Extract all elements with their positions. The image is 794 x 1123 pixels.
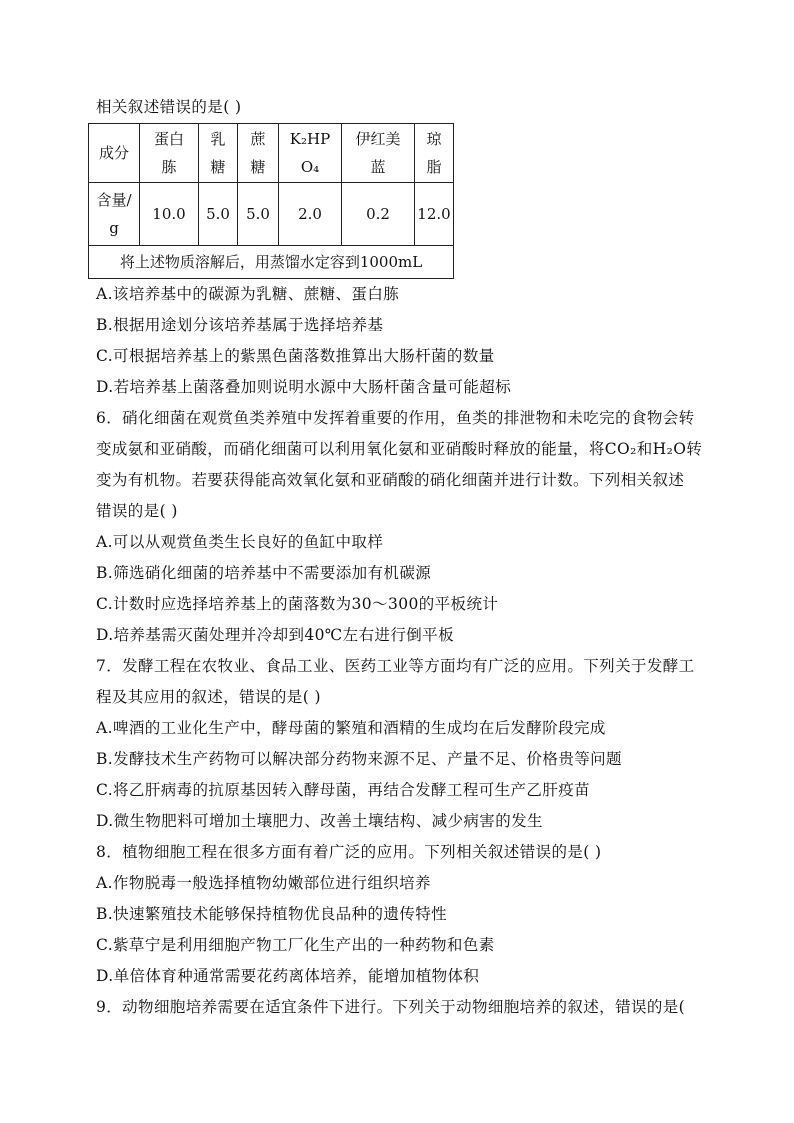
- q7-stem-line-1: 7．发酵工程在农牧业、食品工业、医药工业等方面均有广泛的应用。下列关于发酵工: [96, 657, 695, 675]
- header-text: 糖: [250, 158, 266, 176]
- q8-option-c: C.紫草宁是利用细胞产物工厂化生产出的一种药物和色素: [96, 936, 495, 954]
- q6-stem-line-2: 变成氨和亚硝酸，而硝化细菌可以利用氧化氨和亚硝酸时释放的能量，将CO₂和H₂O转: [96, 440, 703, 458]
- question5-intro: 相关叙述错误的是( ): [96, 98, 242, 116]
- q5-option-b: B.根据用途划分该培养基属于选择培养基: [96, 316, 384, 334]
- header-text: 成分: [98, 144, 129, 162]
- value-cell: 5.0: [238, 183, 279, 246]
- header-text: K₂HP: [289, 130, 331, 148]
- row-label-text: 含量/: [96, 191, 132, 209]
- header-text: 胨: [161, 158, 177, 176]
- header-text: 琼: [426, 130, 442, 148]
- table-note: 将上述物质溶解后，用蒸馏水定容到1000mL: [89, 246, 454, 279]
- culture-medium-table: [88, 123, 454, 279]
- q9-stem-line-1: 9．动物细胞培养需要在适宜条件下进行。下列关于动物细胞培养的叙述，错误的是(: [96, 998, 686, 1016]
- q6-stem-line-3: 变为有机物。若要获得能高效氧化氨和亚硝酸的硝化细菌并进行计数。下列相关叙述: [96, 471, 685, 489]
- q6-stem-line-4: 错误的是( ): [96, 502, 178, 520]
- header-cell-component: [89, 124, 140, 183]
- header-text: O₄: [300, 158, 320, 176]
- table-content-row: [89, 183, 454, 246]
- header-cell-k2hpo4: [279, 124, 342, 183]
- q7-option-c: C.将乙肝病毒的抗原基因转入酵母菌，再结合发酵工程可生产乙肝疫苗: [96, 781, 591, 799]
- header-cell-agar: [415, 124, 454, 183]
- value-cell: 5.0: [199, 183, 238, 246]
- q8-stem-line-1: 8．植物细胞工程在很多方面有着广泛的应用。下列相关叙述错误的是( ): [96, 843, 602, 861]
- q6-option-c: C.计数时应选择培养基上的菌落数为30～300的平板统计: [96, 595, 499, 613]
- header-cell-eosin-methylene-blue: [342, 124, 415, 183]
- table-header-row: [89, 124, 454, 183]
- q6-stem-line-1: 6．硝化细菌在观赏鱼类养殖中发挥着重要的作用，鱼类的排泄物和未吃完的食物会转: [96, 409, 695, 427]
- header-cell-peptone: [140, 124, 199, 183]
- table-note-row: [89, 246, 454, 279]
- row-label-text: g: [109, 219, 119, 237]
- value-cell: 0.2: [342, 183, 415, 246]
- header-text: 蓝: [370, 158, 386, 176]
- q5-option-a: A.该培养基中的碳源为乳糖、蔗糖、蛋白胨: [96, 285, 400, 303]
- header-cell-sucrose: [238, 124, 279, 183]
- header-text: 乳: [210, 130, 226, 148]
- value-cell: 10.0: [140, 183, 199, 246]
- header-text: 伊红美: [355, 130, 401, 148]
- header-text: 蔗: [250, 130, 266, 148]
- q7-option-a: A.啤酒的工业化生产中，酵母菌的繁殖和酒精的生成均在后发酵阶段完成: [96, 719, 606, 737]
- q5-option-d: D.若培养基上菌落叠加则说明水源中大肠杆菌含量可能超标: [96, 378, 512, 396]
- header-cell-lactose: [199, 124, 238, 183]
- q5-option-c: C.可根据培养基上的紫黑色菌落数推算出大肠杆菌的数量: [96, 347, 495, 365]
- q6-option-d: D.培养基需灭菌处理并冷却到40℃左右进行倒平板: [96, 626, 454, 644]
- value-cell: 2.0: [279, 183, 342, 246]
- q7-stem-line-2: 程及其应用的叙述，错误的是( ): [96, 688, 321, 706]
- q8-option-a: A.作物脱毒一般选择植物幼嫩部位进行组织培养: [96, 874, 431, 892]
- q6-option-a: A.可以从观赏鱼类生长良好的鱼缸中取样: [96, 533, 384, 551]
- q7-option-b: B.发酵技术生产药物可以解决部分药物来源不足、产量不足、价格贵等问题: [96, 750, 622, 768]
- q8-option-b: B.快速繁殖技术能够保持植物优良品种的遗传特性: [96, 905, 448, 923]
- value-cell: 12.0: [415, 183, 454, 246]
- header-text: 糖: [210, 158, 226, 176]
- header-text: 脂: [426, 158, 442, 176]
- header-text: 蛋白: [153, 130, 184, 148]
- q8-option-d: D.单倍体育种通常需要花药离体培养，能增加植物体积: [96, 967, 480, 985]
- q7-option-d: D.微生物肥料可增加土壤肥力、改善土壤结构、减少病害的发生: [96, 812, 543, 830]
- q6-option-b: B.筛选硝化细菌的培养基中不需要添加有机碳源: [96, 564, 432, 582]
- row-label-cell: [89, 183, 140, 246]
